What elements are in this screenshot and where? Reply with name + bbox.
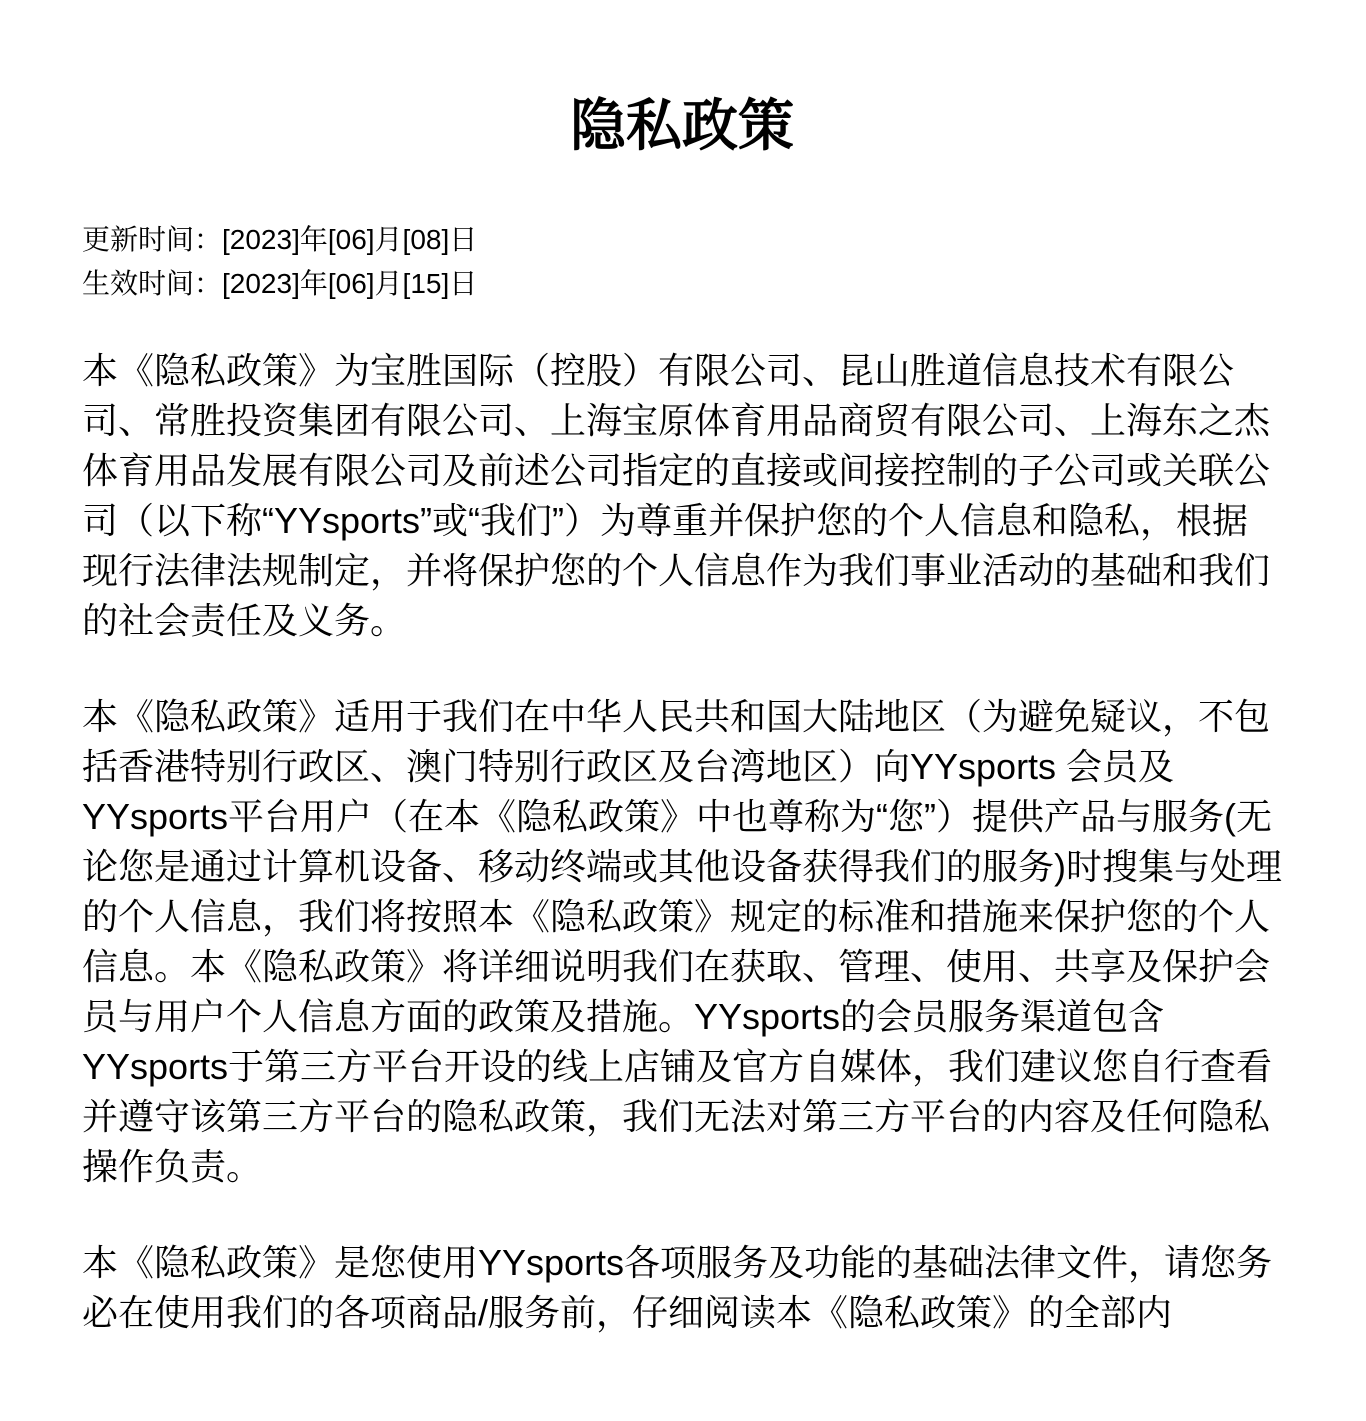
policy-paragraph-intro: 本《隐私政策》为宝胜国际（控股）有限公司、昆山胜道信息技术有限公司、常胜投资集团有限公司、上海宝原体育用品商贸有限公司、上海东之杰体育用品发展有限公司及前述公司指定的直接或间接控制的子公司或关联公司（以下称“YYsports”或“我们”）为尊重并保护您的个人信息和隐私，根据现行法律法规制定，并将保护您的个人信息作为我们事业活动的基础和我们的社会责任及义务。 (82, 350, 1271, 641)
privacy-policy-document (0, 92, 1366, 1338)
updated-date-line: 更新时间：[2023]年[06]月[08]日 (82, 224, 478, 255)
page-title: 隐私政策 (570, 94, 794, 157)
policy-paragraph-scope: 本《隐私政策》适用于我们在中华人民共和国大陆地区（为避免疑议，不包括香港特别行政区、澳门特别行政区及台湾地区）向YYsports 会员及YYsports平台用户（在本《隐私政策》中也尊称为“您”）提供产品与服务(无论您是通过计算机设备、移动终端或其他设备获得我们的服务)时搜集与处理的个人信息，我们将按照本《隐私政策》规定的标准和措施来保护您的个人信息。本《隐私政策》将详细说明我们在获取、管理、使用、共享及保护会员与用户个人信息方面的政策及措施。YYsports的会员服务渠道包含YYsports于第三方平台开设的线上店铺及官方自媒体，我们建议您自行查看并遵守该第三方平台的隐私政策，我们无法对第三方平台的内容及任何隐私操作负责。 (82, 696, 1282, 1187)
policy-paragraph-legal-basis: 本《隐私政策》是您使用YYsports各项服务及功能的基础法律文件，请您务必在使用我们的各项商品/服务前，仔细阅读本《隐私政策》的全部内 (82, 1242, 1273, 1333)
effective-date-line: 生效时间：[2023]年[06]月[15]日 (82, 268, 478, 299)
meta-block (82, 218, 1282, 306)
